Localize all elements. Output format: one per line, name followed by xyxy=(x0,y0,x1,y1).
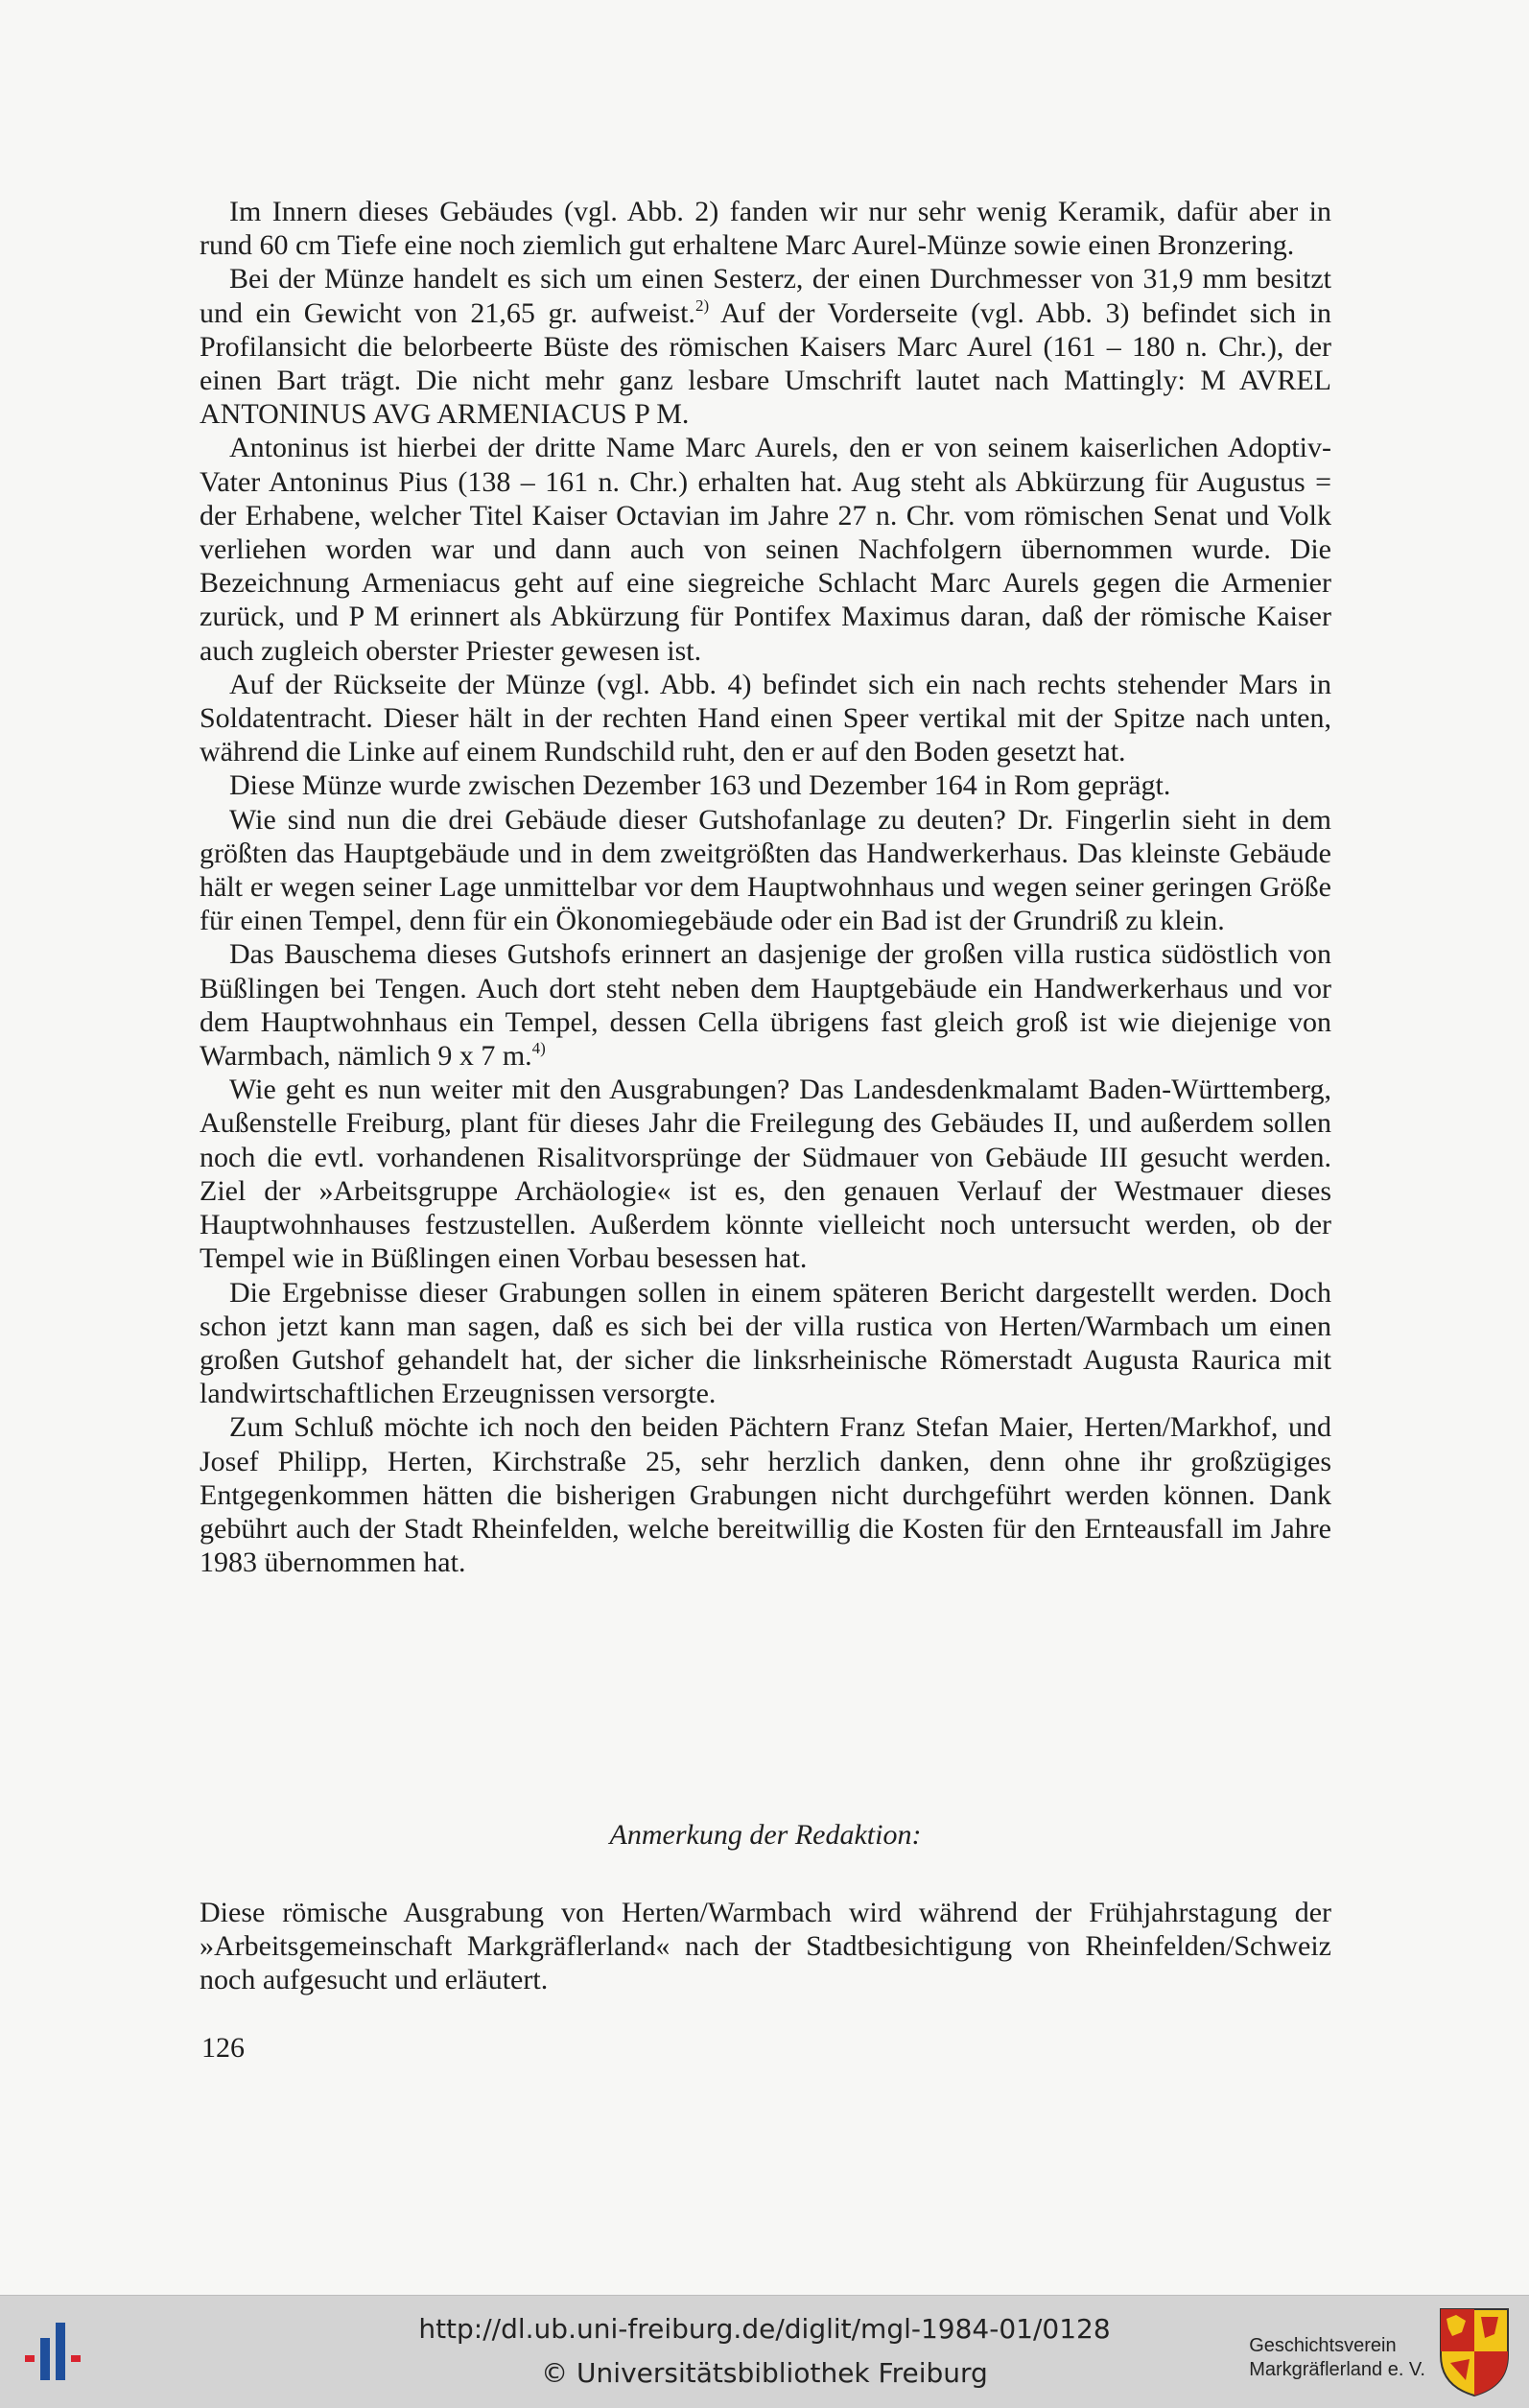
footer-bar xyxy=(0,2295,1529,2408)
paragraph-1 xyxy=(200,195,1331,262)
paragraph-10-text: Zum Schluß möchte ich noch den beiden Pächtern Franz Stefan Maier, Herten/Markhof, und Josef Philipp, Herten, Kirchstraße 25, sehr herzlich danken, denn ohne ihr großzügiges Entgegenkommen hätten die bisherigen Grabungen nicht durchgeführt werden können. Dank gebührt auch der Stadt Rheinfelden, welche bereitwillig die Kosten für den Ernteausfall im Jahre 1983 übernommen hat. xyxy=(200,1411,1331,1579)
paragraph-3-text: Antoninus ist hierbei der dritte Name Marc Aurels, den er von seinem kaiserlichen Adoptiv-Vater Antoninus Pius (138 – 161 n. Chr.) erhalten hat. Aug steht als Abkürzung für Augustus = der Erhabene, welcher Titel Kaiser Octavian im Jahre 27 n. Chr. vom römischen Senat und Volk verliehen worden war und dann auch von seinen Nachfolgern übernommen wurde. Die Bezeichnung Armeniacus geht auf eine siegreiche Schlacht Marc Aurels gegen die Armenier zurück, und P M erinnert als Abkürzung für Pontifex Maximus daran, daß der römische Kaiser auch zugleich oberster Priester gewesen ist. xyxy=(200,432,1331,667)
paragraph-6-text: Wie sind nun die drei Gebäude dieser Gutshofanlage zu deuten? Dr. Fingerlin sieht in dem größten das Hauptgebäude und in dem zweitgrößten das Handwerkerhaus. Das kleinste Gebäude hält er wegen seiner Lage unmittelbar vor dem Hauptwohnhaus und wegen seiner geringen Größe für einen Tempel, denn für ein Ökonomiegebäude oder ein Bad ist der Grundriß zu klein. xyxy=(200,803,1331,937)
paragraph-6 xyxy=(200,803,1331,938)
society-name xyxy=(1249,2334,1425,2382)
page-number: 126 xyxy=(201,2032,245,2064)
paragraph-7-text: Das Bauschema dieses Gutshofs erinnert an dasjenige der großen villa rustica südöstlich von Büßlingen bei Tengen. Auch dort steht neben dem Hauptgebäude ein Handwerkerhaus und vor dem Hauptwohnhaus ein Tempel, dessen Cella übrigens fast gleich groß ist wie diejenige von Warmbach, nämlich 9 x 7 m. xyxy=(200,938,1331,1073)
paragraph-2 xyxy=(200,262,1331,431)
society-line-1: Geschichtsverein xyxy=(1249,2335,1397,2356)
paragraph-9 xyxy=(200,1276,1331,1411)
paragraph-5 xyxy=(200,768,1331,802)
paragraph-5-text: Diese Münze wurde zwischen Dezember 163 und Dezember 164 in Rom geprägt. xyxy=(229,769,1171,802)
footnote-ref-4: 4) xyxy=(531,1039,546,1058)
footnote-ref-2: 2) xyxy=(694,295,710,315)
paragraph-4 xyxy=(200,668,1331,769)
paragraph-4-text: Auf der Rückseite der Münze (vgl. Abb. 4) befindet sich ein nach rechts stehender Mars in Soldatentracht. Dieser hält in der rechten Hand einen Speer vertikal mit der Spitze nach unten, während die Linke auf einem Rundschild ruht, den er auf den Boden gesetzt hat. xyxy=(200,668,1331,768)
paragraph-9-text: Die Ergebnisse dieser Grabungen sollen in einem späteren Bericht dargestellt werden. Doch schon jetzt kann man sagen, daß es sich bei der villa rustica von Herten/Warmbach um einen großen Gutshof gehandelt hat, der sicher die linksrheinische Römerstadt Augusta Raurica mit landwirtschaftlichen Erzeugnissen versorgte. xyxy=(200,1276,1331,1410)
paragraph-8-text: Wie geht es nun weiter mit den Ausgrabungen? Das Landesdenkmalamt Baden-Württemberg, Außenstelle Freiburg, plant für dieses Jahr die Freilegung des Gebäudes II, und außerdem sollen noch die evtl. vorhandenen Risalitvorsprünge der Südmauer von Gebäude III gesucht werden. Ziel der »Arbeitsgruppe Archäologie« ist es, den genauen Verlauf der Westmauer dieses Hauptwohnhauses festzustellen. Außerdem könnte vielleicht noch untersucht werden, ob der Tempel wie in Büßlingen einen Vorbau besessen hat. xyxy=(200,1074,1331,1275)
editorial-note xyxy=(200,1896,1331,1997)
coat-of-arms-icon xyxy=(1437,2305,1512,2397)
footer-copyright: © Universitätsbibliothek Freiburg xyxy=(541,2357,988,2389)
paragraph-8 xyxy=(200,1073,1331,1275)
paragraph-1-text: Im Innern dieses Gebäudes (vgl. Abb. 2) fanden wir nur sehr wenig Keramik, dafür aber in rund 60 cm Tiefe eine noch ziemlich gut erhaltene Marc Aurel-Münze sowie einen Bronzering. xyxy=(200,196,1331,262)
paragraph-3 xyxy=(200,431,1331,667)
paragraph-2-text: Bei der Münze handelt es sich um einen Sesterz, der einen Durchmesser von 31,9 mm besitzt und ein Gewicht von 21,65 gr. aufweist. xyxy=(200,263,1331,329)
footer-url[interactable]: http://dl.ub.uni-freiburg.de/diglit/mgl-1984-01/0128 xyxy=(418,2313,1111,2345)
editorial-heading: Anmerkung der Redaktion: xyxy=(609,1819,922,1851)
editorial-text: Diese römische Ausgrabung von Herten/Warmbach wird während der Frühjahrstagung der »Arbeitsgemeinschaft Markgräflerland« nach der Stadtbesichtigung von Rheinfelden/Schweiz noch aufgesucht und erläutert. xyxy=(200,1897,1331,1996)
society-line-2: Markgräflerland e. V. xyxy=(1249,2359,1425,2380)
article-body xyxy=(200,195,1331,1579)
paragraph-10 xyxy=(200,1410,1331,1579)
paragraph-2-text-cont: Auf der Vorderseite (vgl. Abb. 3) befindet sich in Profilansicht die belorbeerte Büste des römischen Kaisers Marc Aurel (161 – 180 n. Chr.), der einen Bart trägt. Die nicht mehr ganz lesbare Umschrift lautet nach Mattingly: M AVREL ANTONINUS AVG ARMENIACUS P M. xyxy=(200,296,1331,431)
paragraph-7 xyxy=(200,937,1331,1073)
